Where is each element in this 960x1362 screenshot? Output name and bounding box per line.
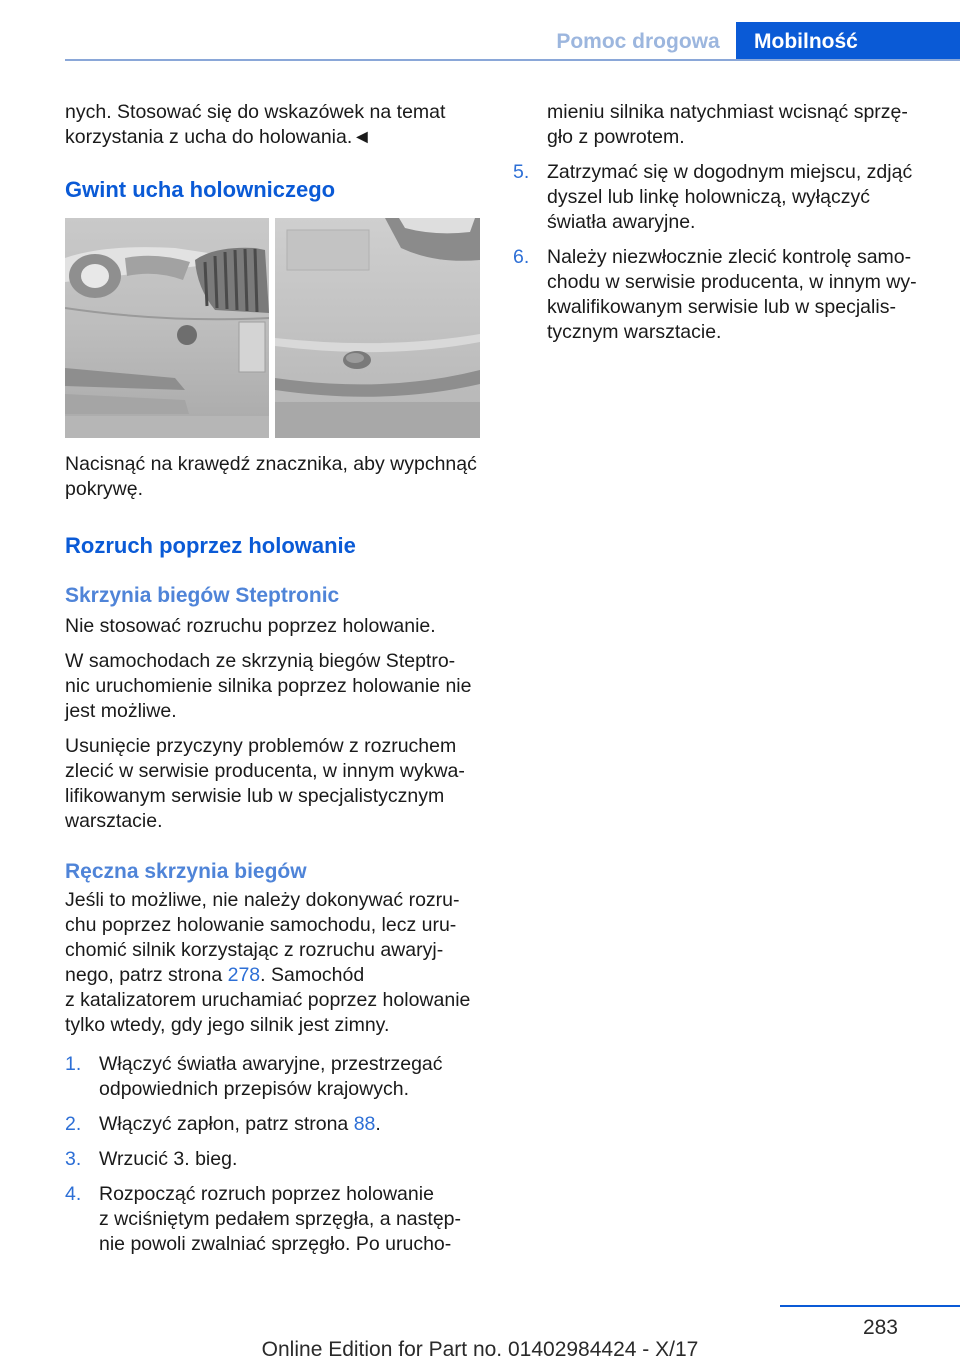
intro-paragraph <box>65 100 480 150</box>
text-line: gło z powrotem. <box>547 126 685 148</box>
text-line: jest możliwe. <box>65 700 177 722</box>
heading-gwint: Gwint ucha holowniczego <box>65 177 336 202</box>
heading-reczna: Ręczna skrzynia biegów <box>65 860 307 883</box>
text-line: mieniu silnika natychmiast wcisnąć sprzę‐ <box>547 101 908 123</box>
steptronic-para-2 <box>65 649 480 724</box>
heading-rozruch: Rozruch poprzez holowanie <box>65 533 356 558</box>
text-line: odpowiednich przepisów krajowych. <box>99 1078 409 1100</box>
list-item <box>65 1147 480 1172</box>
text-line: Zatrzymać się w dogodnym miejscu, zdjąć <box>547 161 913 183</box>
text-line: chomić silnik korzystając z rozruchu awaryj‐ <box>65 939 444 961</box>
tow-hook-cover-figure <box>65 218 480 438</box>
text-line: Włączyć zapłon, patrz strona <box>99 1113 354 1135</box>
right-column <box>513 100 933 355</box>
intro-line: nych. Stosować się do wskazówek na temat <box>65 101 446 123</box>
text-line: . Samochód <box>260 964 365 986</box>
list-item <box>513 245 933 345</box>
steptronic-para-1: Nie stosować rozruchu poprzez holowanie. <box>65 615 436 637</box>
text-line: Włączyć światła awaryjne, przestrzegać <box>99 1053 443 1075</box>
text-line: dyszel lub linkę holowniczą, wyłączyć <box>547 186 870 208</box>
text-line: chu poprzez holowanie samochodu, lecz uru‐ <box>65 914 457 936</box>
text-line: lifikowanym serwisie lub w specjalistycznym <box>65 785 445 807</box>
text-line: nic uruchomienie silnika poprzez holowanie nie <box>65 675 472 697</box>
text-line: nie powoli zwalniać sprzęgło. Po urucho‐ <box>99 1233 452 1255</box>
steptronic-para-3 <box>65 734 480 834</box>
page-link-88[interactable]: 88 <box>353 1113 376 1135</box>
list-item <box>513 160 933 235</box>
text-line: W samochodach ze skrzynią biegów Steptro‐ <box>65 650 456 672</box>
list-item <box>65 1052 480 1102</box>
text-line: z katalizatorem uruchamiać poprzez holowanie <box>65 989 471 1011</box>
text-line: . <box>375 1113 381 1135</box>
page-link-278[interactable]: 278 <box>227 964 261 986</box>
left-column <box>65 100 480 1267</box>
text-line: warsztacie. <box>65 810 163 832</box>
list-item <box>65 1182 480 1257</box>
list-number: 1. <box>65 1053 82 1075</box>
continued-step-text <box>513 100 933 150</box>
text-line: Należy niezwłocznie zlecić kontrolę samo‐ <box>547 246 912 268</box>
text-line: tycznym warsztacie. <box>547 321 722 343</box>
caption-line: pokrywę. <box>65 478 144 500</box>
edition-note: Online Edition for Part no. 01402984424 - X/17 <box>261 1338 699 1361</box>
header-chapter-tab[interactable]: Mobilność <box>736 22 960 61</box>
caption-line: Nacisnąć na krawędź znacznika, aby wypchnąć <box>65 453 477 475</box>
text-line: Wrzucić 3. bieg. <box>99 1148 238 1170</box>
text-line: Rozpocząć rozruch poprzez holowanie <box>99 1183 434 1205</box>
text-line: światła awaryjne. <box>547 211 696 233</box>
header-rule <box>65 59 960 61</box>
footer-rule <box>780 1305 960 1307</box>
header-section-tab[interactable]: Pomoc drogowa <box>556 30 720 53</box>
list-number: 4. <box>65 1183 82 1205</box>
manual-gearbox-paragraph <box>65 888 480 1038</box>
list-number: 6. <box>513 246 530 268</box>
text-line: chodu w serwisie producenta, w innym wy‐ <box>547 271 917 293</box>
list-number: 5. <box>513 161 530 183</box>
text-line: tylko wtedy, gdy jego silnik jest zimny. <box>65 1014 390 1036</box>
text-line: kwalifikowanym serwisie lub w specjalis‐ <box>547 296 896 318</box>
list-number: 3. <box>65 1148 82 1170</box>
text-line: z wciśniętym pedałem sprzęgła, a następ‐ <box>99 1208 461 1230</box>
page-number: 283 <box>862 1316 898 1339</box>
text-line: Usunięcie przyczyny problemów z rozruchem <box>65 735 457 757</box>
list-item <box>65 1112 480 1137</box>
car-front-bumper-image <box>65 218 480 438</box>
intro-line: korzystania z ucha do holowania.◄ <box>65 126 372 148</box>
text-line: zlecić w serwisie producenta, w innym wykwa‐ <box>65 760 465 782</box>
heading-steptronic: Skrzynia biegów Steptronic <box>65 584 340 607</box>
figure-caption <box>65 452 480 502</box>
text-line: nego, patrz strona <box>65 964 228 986</box>
list-number: 2. <box>65 1113 82 1135</box>
text-line: Jeśli to możliwe, nie należy dokonywać rozru‐ <box>65 889 460 911</box>
